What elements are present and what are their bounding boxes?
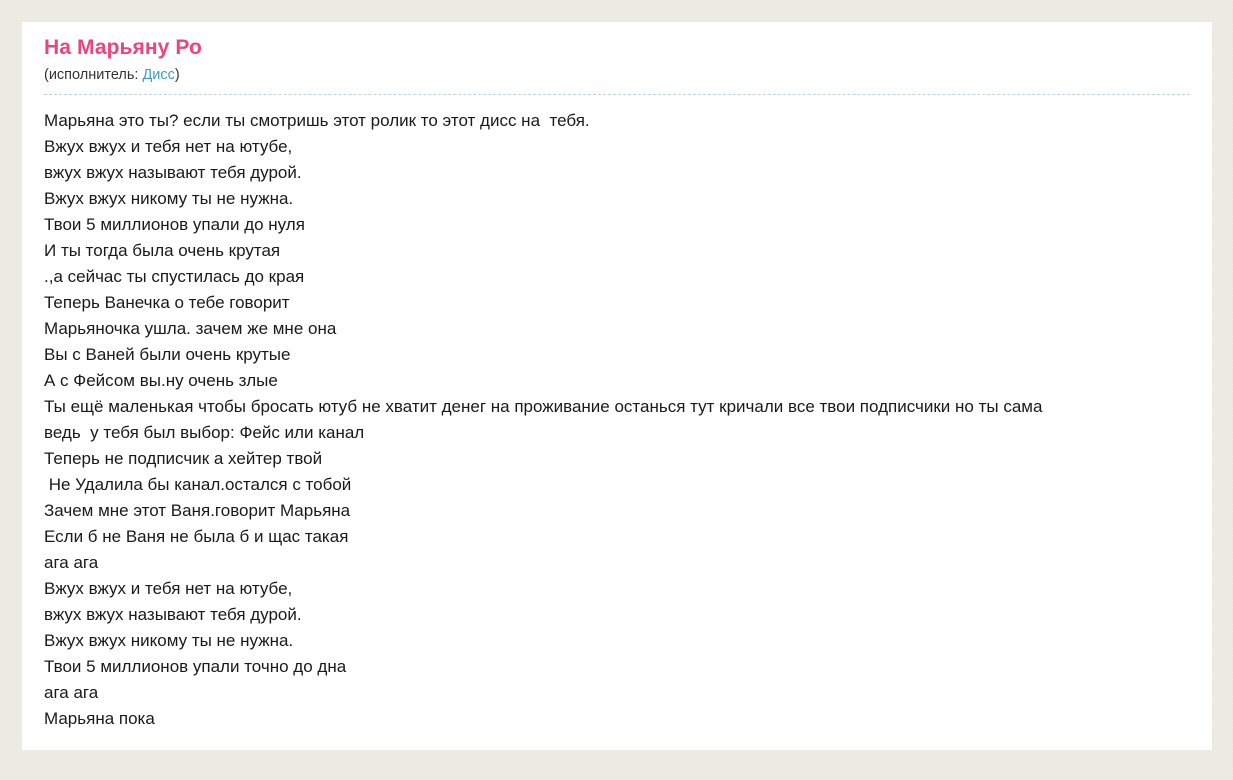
lyrics-line: Зачем мне этот Ваня.говорит Марьяна <box>44 501 351 520</box>
lyrics-line: А с Фейсом вы.ну очень злые <box>44 371 278 390</box>
lyrics-line: Теперь Ванечка о тебе говорит <box>44 293 290 312</box>
divider <box>44 94 1190 95</box>
lyrics-line: Ты ещё маленькая чтобы бросать ютуб не хватит денег на проживание останься тут кричали все твои подписчики но ты сама <box>44 397 1043 416</box>
page-title: На Марьяну Ро <box>44 36 202 59</box>
lyrics-line: .,а сейчас ты спустилась до края <box>44 267 305 286</box>
artist-link[interactable]: Дисс <box>142 67 175 83</box>
lyrics-line: И ты тогда была очень крутая <box>44 241 281 260</box>
lyrics-line: Вжух вжух никому ты не нужна. <box>44 631 294 650</box>
lyrics-line: Вжух вжух и тебя нет на ютубе, <box>44 579 293 598</box>
artist-suffix-label: ) <box>174 67 180 83</box>
lyrics-line: Вжух вжух и тебя нет на ютубе, <box>44 137 293 156</box>
lyrics-line: ведь у тебя был выбор: Фейс или канал <box>44 423 365 442</box>
lyrics-line: вжух вжух называют тебя дурой. <box>44 163 302 182</box>
lyrics-page-card <box>22 22 1212 750</box>
lyrics-line: Твои 5 миллионов упали до нуля <box>44 215 305 234</box>
lyrics-line: Марьяночка ушла. зачем же мне она <box>44 319 337 338</box>
lyrics-text <box>44 108 1212 732</box>
lyrics-line: Если б не Ваня не была б и щас такая <box>44 527 349 546</box>
lyrics-line: Марьяна пока <box>44 709 155 728</box>
artist-line <box>44 65 1212 85</box>
lyrics-line: Не Удалила бы канал.остался с тобой <box>44 475 352 494</box>
lyrics-line: Теперь не подписчик а хейтер твой <box>44 449 323 468</box>
lyrics-line: ага ага <box>44 553 99 572</box>
lyrics-line: Вы с Ваней были очень крутые <box>44 345 291 364</box>
artist-prefix-label: (исполнитель: <box>44 67 143 83</box>
lyrics-line: Вжух вжух никому ты не нужна. <box>44 189 294 208</box>
lyrics-line: ага ага <box>44 683 99 702</box>
lyrics-line: Марьяна это ты? если ты смотришь этот ролик то этот дисс на тебя. <box>44 111 590 130</box>
lyrics-line: Твои 5 миллионов упали точно до дна <box>44 657 347 676</box>
lyrics-line: вжух вжух называют тебя дурой. <box>44 605 302 624</box>
